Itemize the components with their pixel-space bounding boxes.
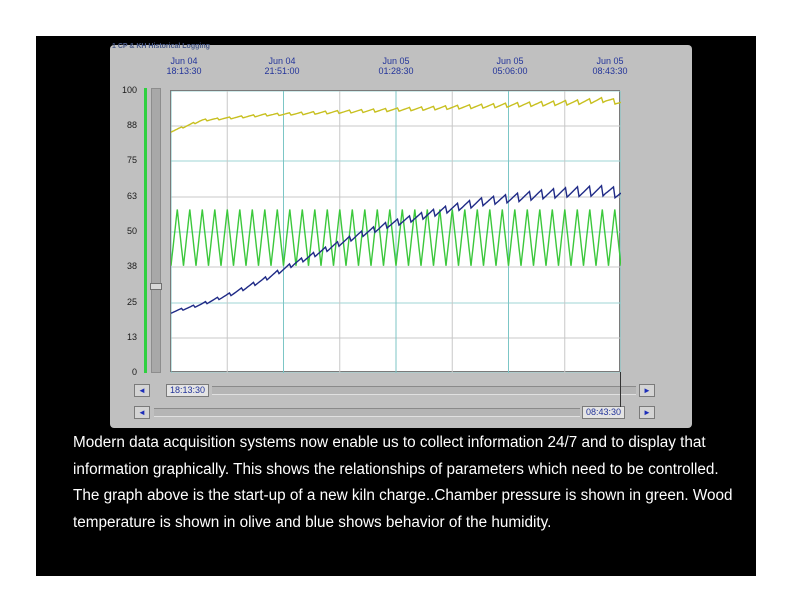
x-tick-time: 18:13:30: [166, 66, 202, 76]
top-time-track[interactable]: [212, 386, 636, 395]
window-title: 1 CP & KH Historical Logging: [112, 43, 210, 50]
scroll-right-arrow-top[interactable]: ►: [639, 384, 655, 397]
x-tick-date: Jun 04: [170, 56, 198, 66]
x-tick-label: [149, 56, 219, 76]
vertical-scroll-thumb[interactable]: [150, 283, 162, 290]
time-cursor-line[interactable]: [620, 372, 621, 407]
x-tick-label: [247, 56, 317, 76]
x-tick-date: Jun 05: [596, 56, 624, 66]
x-tick-date: Jun 05: [382, 56, 410, 66]
scroll-left-arrow-top[interactable]: ◄: [134, 384, 150, 397]
x-tick-time: 01:28:30: [378, 66, 414, 76]
chart-svg: [171, 91, 621, 373]
x-tick-label: [575, 56, 645, 76]
x-tick-date: Jun 04: [268, 56, 296, 66]
y-tick-label: 63: [126, 191, 137, 201]
end-time-box[interactable]: 08:43:30: [582, 406, 625, 419]
y-tick-label: 100: [121, 85, 137, 95]
scroll-right-arrow-bottom[interactable]: ►: [639, 406, 655, 419]
start-time-box[interactable]: 18:13:30: [166, 384, 209, 397]
x-tick-label: [361, 56, 431, 76]
x-tick-label: [475, 56, 545, 76]
plot-area: [170, 90, 620, 372]
y-tick-label: 25: [126, 297, 137, 307]
bottom-time-track[interactable]: [154, 408, 580, 417]
y-tick-label: 75: [126, 155, 137, 165]
y-tick-label: 13: [126, 332, 137, 342]
y-tick-label: 38: [126, 261, 137, 271]
y-tick-label: 88: [126, 120, 137, 130]
y-tick-label: 50: [126, 226, 137, 236]
y-tick-label: 0: [131, 367, 137, 377]
caption-text: Modern data acquisition systems now enable us to collect information 24/7 and to display that information graphically. This shows the relationships of parameters which need to be controlled. The graph above is the start-up of a new kiln charge..Chamber pressure is shown in green. Wood temperature is shown in olive and blue shows behavior of the humidity.: [73, 434, 733, 532]
scroll-left-arrow-bottom[interactable]: ◄: [134, 406, 150, 419]
y-axis-range-bar: [144, 88, 147, 373]
x-tick-date: Jun 05: [496, 56, 524, 66]
x-tick-time: 05:06:00: [492, 66, 528, 76]
x-tick-time: 21:51:00: [264, 66, 300, 76]
vertical-scroll-track[interactable]: [151, 88, 161, 373]
x-tick-time: 08:43:30: [592, 66, 628, 76]
